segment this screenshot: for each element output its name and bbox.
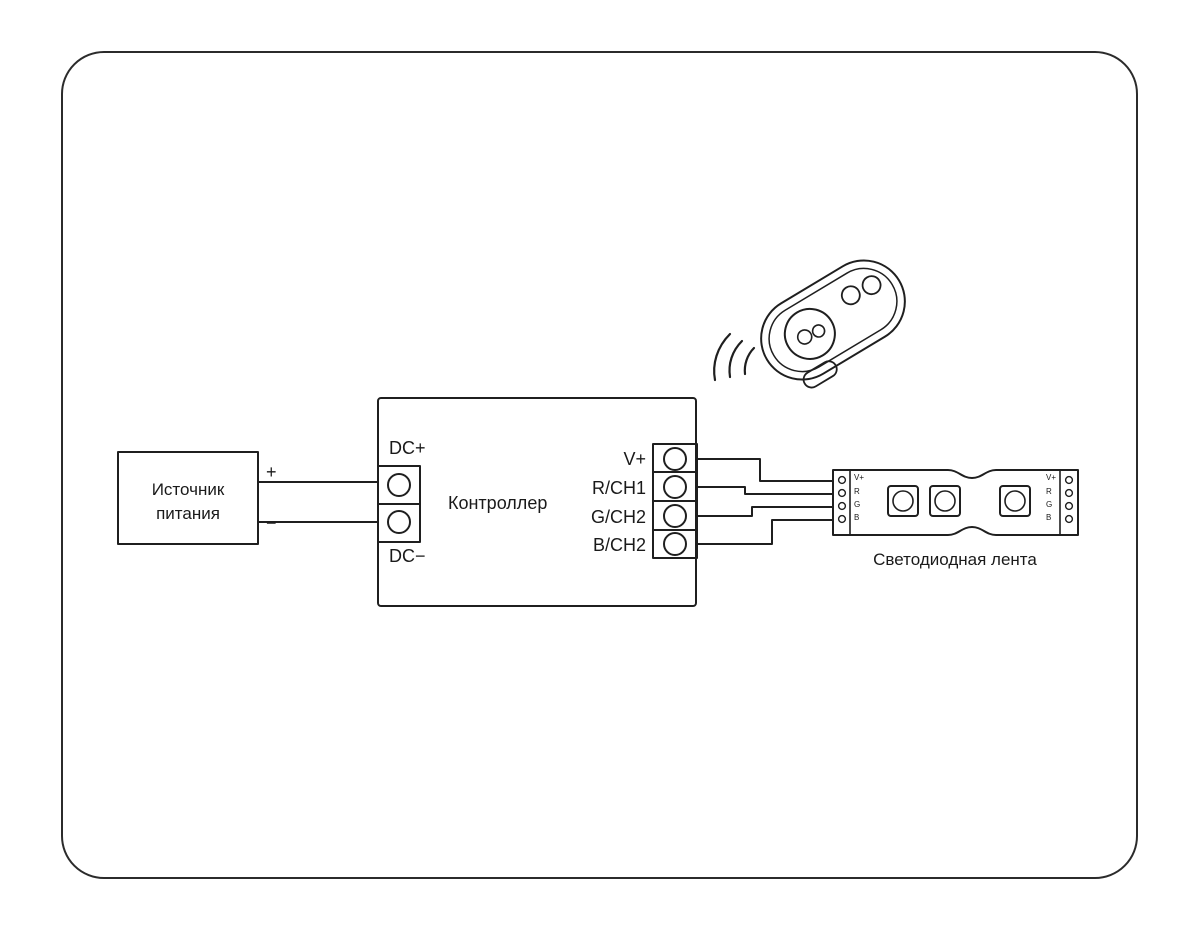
terminal-g-ch2 <box>664 505 686 527</box>
label-dc-minus: DC− <box>389 546 426 566</box>
power-supply-label-line1: Источник <box>151 480 225 499</box>
wire-v-plus <box>697 459 833 481</box>
terminal-dc-minus <box>388 511 410 533</box>
terminal-plus-label: + <box>266 462 277 482</box>
terminal-dc-plus <box>388 474 410 496</box>
wire-g <box>697 507 833 516</box>
remote-button <box>838 283 863 308</box>
strip-pad-label-b-right: B <box>1046 513 1052 522</box>
strip-pad-label-v-right: V+ <box>1046 473 1057 482</box>
wire-b <box>697 520 833 544</box>
terminal-b-ch2 <box>664 533 686 555</box>
terminal-v-plus <box>664 448 686 470</box>
label-g-ch2: G/CH2 <box>590 507 646 527</box>
strip-pad-label-g: G <box>854 500 861 509</box>
label-r-ch1: R/CH1 <box>591 478 646 498</box>
strip-pad-label-r: R <box>854 487 860 496</box>
label-v-plus: V+ <box>623 449 646 469</box>
remote-button <box>859 273 884 298</box>
strip-pad-label-r-right: R <box>1046 487 1052 496</box>
signal-waves-icon <box>714 334 754 380</box>
terminal-r-ch1 <box>664 476 686 498</box>
led-strip-label: Светодиодная лента <box>873 550 1037 569</box>
wire-r <box>697 487 833 494</box>
strip-pad-label-v: V+ <box>854 473 865 482</box>
label-dc-plus: DC+ <box>389 438 426 458</box>
label-b-ch2: B/CH2 <box>592 535 646 555</box>
terminal-minus-label: − <box>266 513 277 533</box>
power-supply-label-line2: питания <box>156 504 220 523</box>
strip-pad-label-b: B <box>854 513 860 522</box>
controller-label: Контроллер <box>448 493 548 513</box>
strip-pad-label-g-right: G <box>1046 500 1053 509</box>
remote-body <box>746 245 920 395</box>
